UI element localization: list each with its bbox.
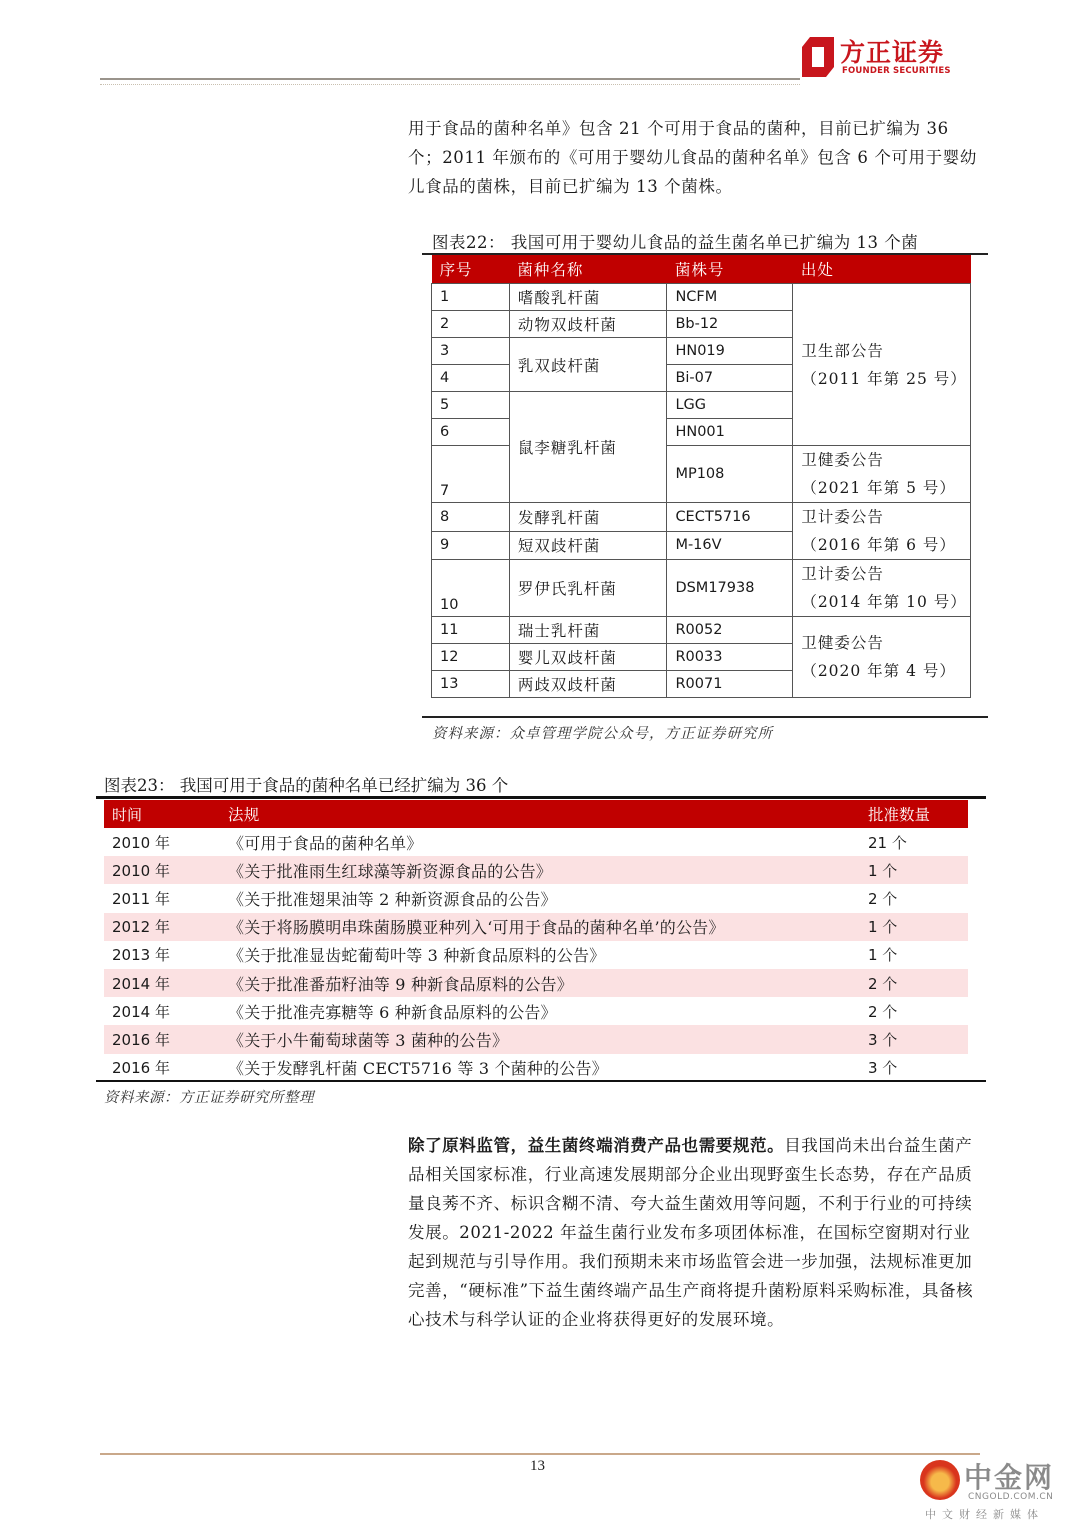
source-line1: 卫生部公告 — [801, 341, 884, 360]
row-count: 1 个 — [868, 946, 898, 965]
row-strain: NCFM — [667, 284, 793, 311]
table23-header-year: 时间 — [112, 805, 143, 824]
row-strain: Bi-07 — [667, 365, 793, 392]
logo-text-en: FOUNDER SECURITIES — [842, 66, 951, 76]
row-species: 乳双歧杆菌 — [509, 338, 667, 392]
row-law: 《关于小牛葡萄球菌等 3 菌种的公告》 — [228, 1030, 509, 1050]
source-line2: （2021 年第 5 号） — [801, 479, 956, 497]
cngold-watermark — [920, 1450, 1080, 1525]
row-strain: R0033 — [667, 644, 793, 671]
table-row — [104, 1025, 968, 1053]
row-source — [793, 617, 971, 698]
row-species: 两歧双歧杆菌 — [509, 671, 667, 698]
table-row — [104, 969, 968, 997]
row-year: 2012 年 — [112, 918, 170, 937]
row-species: 嗜酸乳杆菌 — [509, 284, 667, 311]
logo-text-cn: 方正证券 — [840, 38, 945, 67]
closing-paragraph-lead: 除了原料监管，益生菌终端消费产品也需要规范。 — [408, 1136, 785, 1155]
row-species: 短双歧杆菌 — [509, 531, 667, 560]
table-row — [104, 856, 968, 884]
row-count: 3 个 — [868, 1030, 898, 1049]
watermark-url: CNGOLD.COM.CN — [968, 1492, 1054, 1502]
row-source — [793, 560, 971, 617]
table23-title: 图表23： 我国可用于食品的菌种名单已经扩编为 36 个 — [104, 776, 509, 795]
table-row — [104, 913, 968, 941]
cngold-logo-icon — [920, 1460, 960, 1500]
row-year: 2014 年 — [112, 974, 170, 993]
table23 — [104, 800, 968, 1082]
row-strain: HN001 — [667, 419, 793, 446]
row-law: 《关于批准显齿蛇葡萄叶等 3 种新食品原料的公告》 — [228, 946, 606, 966]
table22-header-row — [432, 255, 971, 284]
row-no: 12 — [432, 644, 510, 671]
row-no: 13 — [432, 671, 510, 698]
row-strain: CECT5716 — [667, 503, 793, 532]
row-year: 2014 年 — [112, 1002, 170, 1021]
table22-bottom-rule — [422, 716, 988, 718]
row-count: 2 个 — [868, 889, 898, 908]
row-law: 《关于批准雨生红球藻等新资源食品的公告》 — [228, 861, 553, 881]
row-law: 《关于批准翅果油等 2 种新资源食品的公告》 — [228, 889, 557, 909]
page-number: 13 — [530, 1458, 545, 1474]
row-year: 2013 年 — [112, 946, 170, 965]
row-strain: M-16V — [667, 531, 793, 560]
source-line1: 卫计委公告 — [801, 565, 884, 583]
row-species: 婴儿双歧杆菌 — [509, 644, 667, 671]
table-row — [432, 284, 971, 311]
logo-mark-icon — [800, 35, 836, 79]
header-rule — [100, 78, 800, 80]
row-count: 1 个 — [868, 918, 898, 937]
closing-paragraph — [408, 1131, 980, 1334]
row-year: 2010 年 — [112, 833, 170, 852]
table-row — [104, 828, 968, 856]
table22-header-species: 菌种名称 — [509, 255, 667, 284]
row-year: 2010 年 — [112, 861, 170, 880]
row-source — [793, 446, 971, 503]
row-year: 2011 年 — [112, 889, 170, 908]
table23-header-law: 法规 — [228, 806, 260, 824]
row-species: 动物双歧杆菌 — [509, 311, 667, 338]
row-year: 2016 年 — [112, 1030, 170, 1049]
founder-securities-logo — [800, 33, 970, 81]
row-count: 3 个 — [868, 1059, 898, 1078]
table22-source-note: 资料来源：众卓管理学院公众号，方正证券研究所 — [432, 726, 773, 742]
row-no: 8 — [432, 503, 510, 532]
row-count: 2 个 — [868, 1002, 898, 1021]
row-no: 10 — [432, 560, 510, 617]
row-species: 瑞士乳杆菌 — [509, 617, 667, 644]
row-law: 《关于批准番茄籽油等 9 种新食品原料的公告》 — [228, 974, 573, 994]
table-row — [432, 560, 971, 617]
table-row — [104, 884, 968, 912]
watermark-name: 中金网 — [964, 1461, 1055, 1494]
row-law: 《可用于食品的菌种名单》 — [228, 833, 423, 853]
row-law: 《关于批准壳寡糖等 6 种新食品原料的公告》 — [228, 1002, 557, 1022]
row-strain: Bb-12 — [667, 311, 793, 338]
row-no: 4 — [432, 365, 510, 392]
row-no: 1 — [432, 284, 510, 311]
source-line1: 卫计委公告 — [801, 508, 884, 526]
watermark-tagline: 中文财经新媒体 — [925, 1508, 1044, 1521]
table23-source-note: 资料来源：方正证券研究所整理 — [104, 1090, 314, 1106]
row-count: 21 个 — [868, 833, 907, 852]
row-law: 《关于发酵乳杆菌 CECT5716 等 3 个菌种的公告》 — [228, 1059, 608, 1079]
row-no: 3 — [432, 338, 510, 365]
source-line2: （2016 年第 6 号） — [801, 536, 956, 554]
row-strain: R0071 — [667, 671, 793, 698]
row-strain: DSM17938 — [667, 560, 793, 617]
table-row — [104, 941, 968, 969]
row-law: 《关于将肠膜明串珠菌肠膜亚种列入‘可用于食品的菌种名单’的公告》 — [228, 918, 725, 938]
row-no: 9 — [432, 531, 510, 560]
row-no: 2 — [432, 311, 510, 338]
table22-header-no: 序号 — [432, 255, 510, 284]
source-line1: 卫健委公告 — [801, 451, 884, 469]
header-dotted-rule — [100, 84, 800, 85]
row-source — [793, 284, 971, 446]
row-strain: MP108 — [667, 446, 793, 503]
table22-title: 图表22： 我国可用于婴幼儿食品的益生菌名单已扩编为 13 个菌 — [432, 233, 919, 252]
row-no: 6 — [432, 419, 510, 446]
row-strain: HN019 — [667, 338, 793, 365]
row-species: 罗伊氏乳杆菌 — [509, 560, 667, 617]
row-species: 发酵乳杆菌 — [509, 503, 667, 532]
intro-paragraph: 用于食品的菌种名单》包含 21 个可用于食品的菌种，目前已扩编为 36 个；2011 年颁布的《可用于婴幼儿食品的菌种名单》包含 6 个可用于婴幼儿食品的菌株，目前已扩编为 13 个菌株。 — [408, 119, 977, 196]
table23-bottom-rule — [96, 1080, 986, 1082]
row-no: 11 — [432, 617, 510, 644]
row-count: 2 个 — [868, 974, 898, 993]
table-row — [104, 997, 968, 1025]
row-count: 1 个 — [868, 861, 898, 880]
source-line1: 卫健委公告 — [801, 634, 884, 652]
row-year: 2016 年 — [112, 1059, 170, 1078]
row-source — [793, 503, 971, 560]
table23-header-row — [104, 800, 968, 828]
table-row — [104, 1054, 968, 1082]
table23-top-rule — [96, 796, 986, 799]
table22-header-source: 出处 — [793, 255, 971, 284]
table22 — [431, 255, 971, 698]
table23-header-count: 批准数量 — [868, 806, 931, 824]
table22-header-strain: 菌株号 — [667, 255, 793, 284]
source-line2: （2011 年第 25 号） — [801, 369, 967, 388]
row-species: 鼠李糖乳杆菌 — [509, 392, 667, 503]
row-no: 5 — [432, 392, 510, 419]
table-row — [432, 503, 971, 532]
source-line2: （2014 年第 10 号） — [801, 593, 967, 611]
source-line2: （2020 年第 4 号） — [801, 662, 956, 680]
row-no: 7 — [432, 446, 510, 503]
footer-rule — [100, 1453, 980, 1455]
row-strain: R0052 — [667, 617, 793, 644]
closing-paragraph-body: 目我国尚未出台益生菌产品相关国家标准，行业高速发展期部分企业出现野蛮生长态势，存在产品质量良莠不齐、标识含糊不清、夸大益生菌效用等问题，不利于行业的可持续发展。2021-2022 年益生菌行业发布多项团体标准，在国标空窗期对行业起到规范与引导作用。我们预期未来市场监管会进一步加强，法规标准更加完善，“硬标准”下益生菌终端产品生产商将提升菌粉原料采购标准，具备核心技术与科学认证的企业将获得更好的发展环境。 — [408, 1136, 974, 1329]
row-strain: LGG — [667, 392, 793, 419]
table-row — [432, 617, 971, 644]
